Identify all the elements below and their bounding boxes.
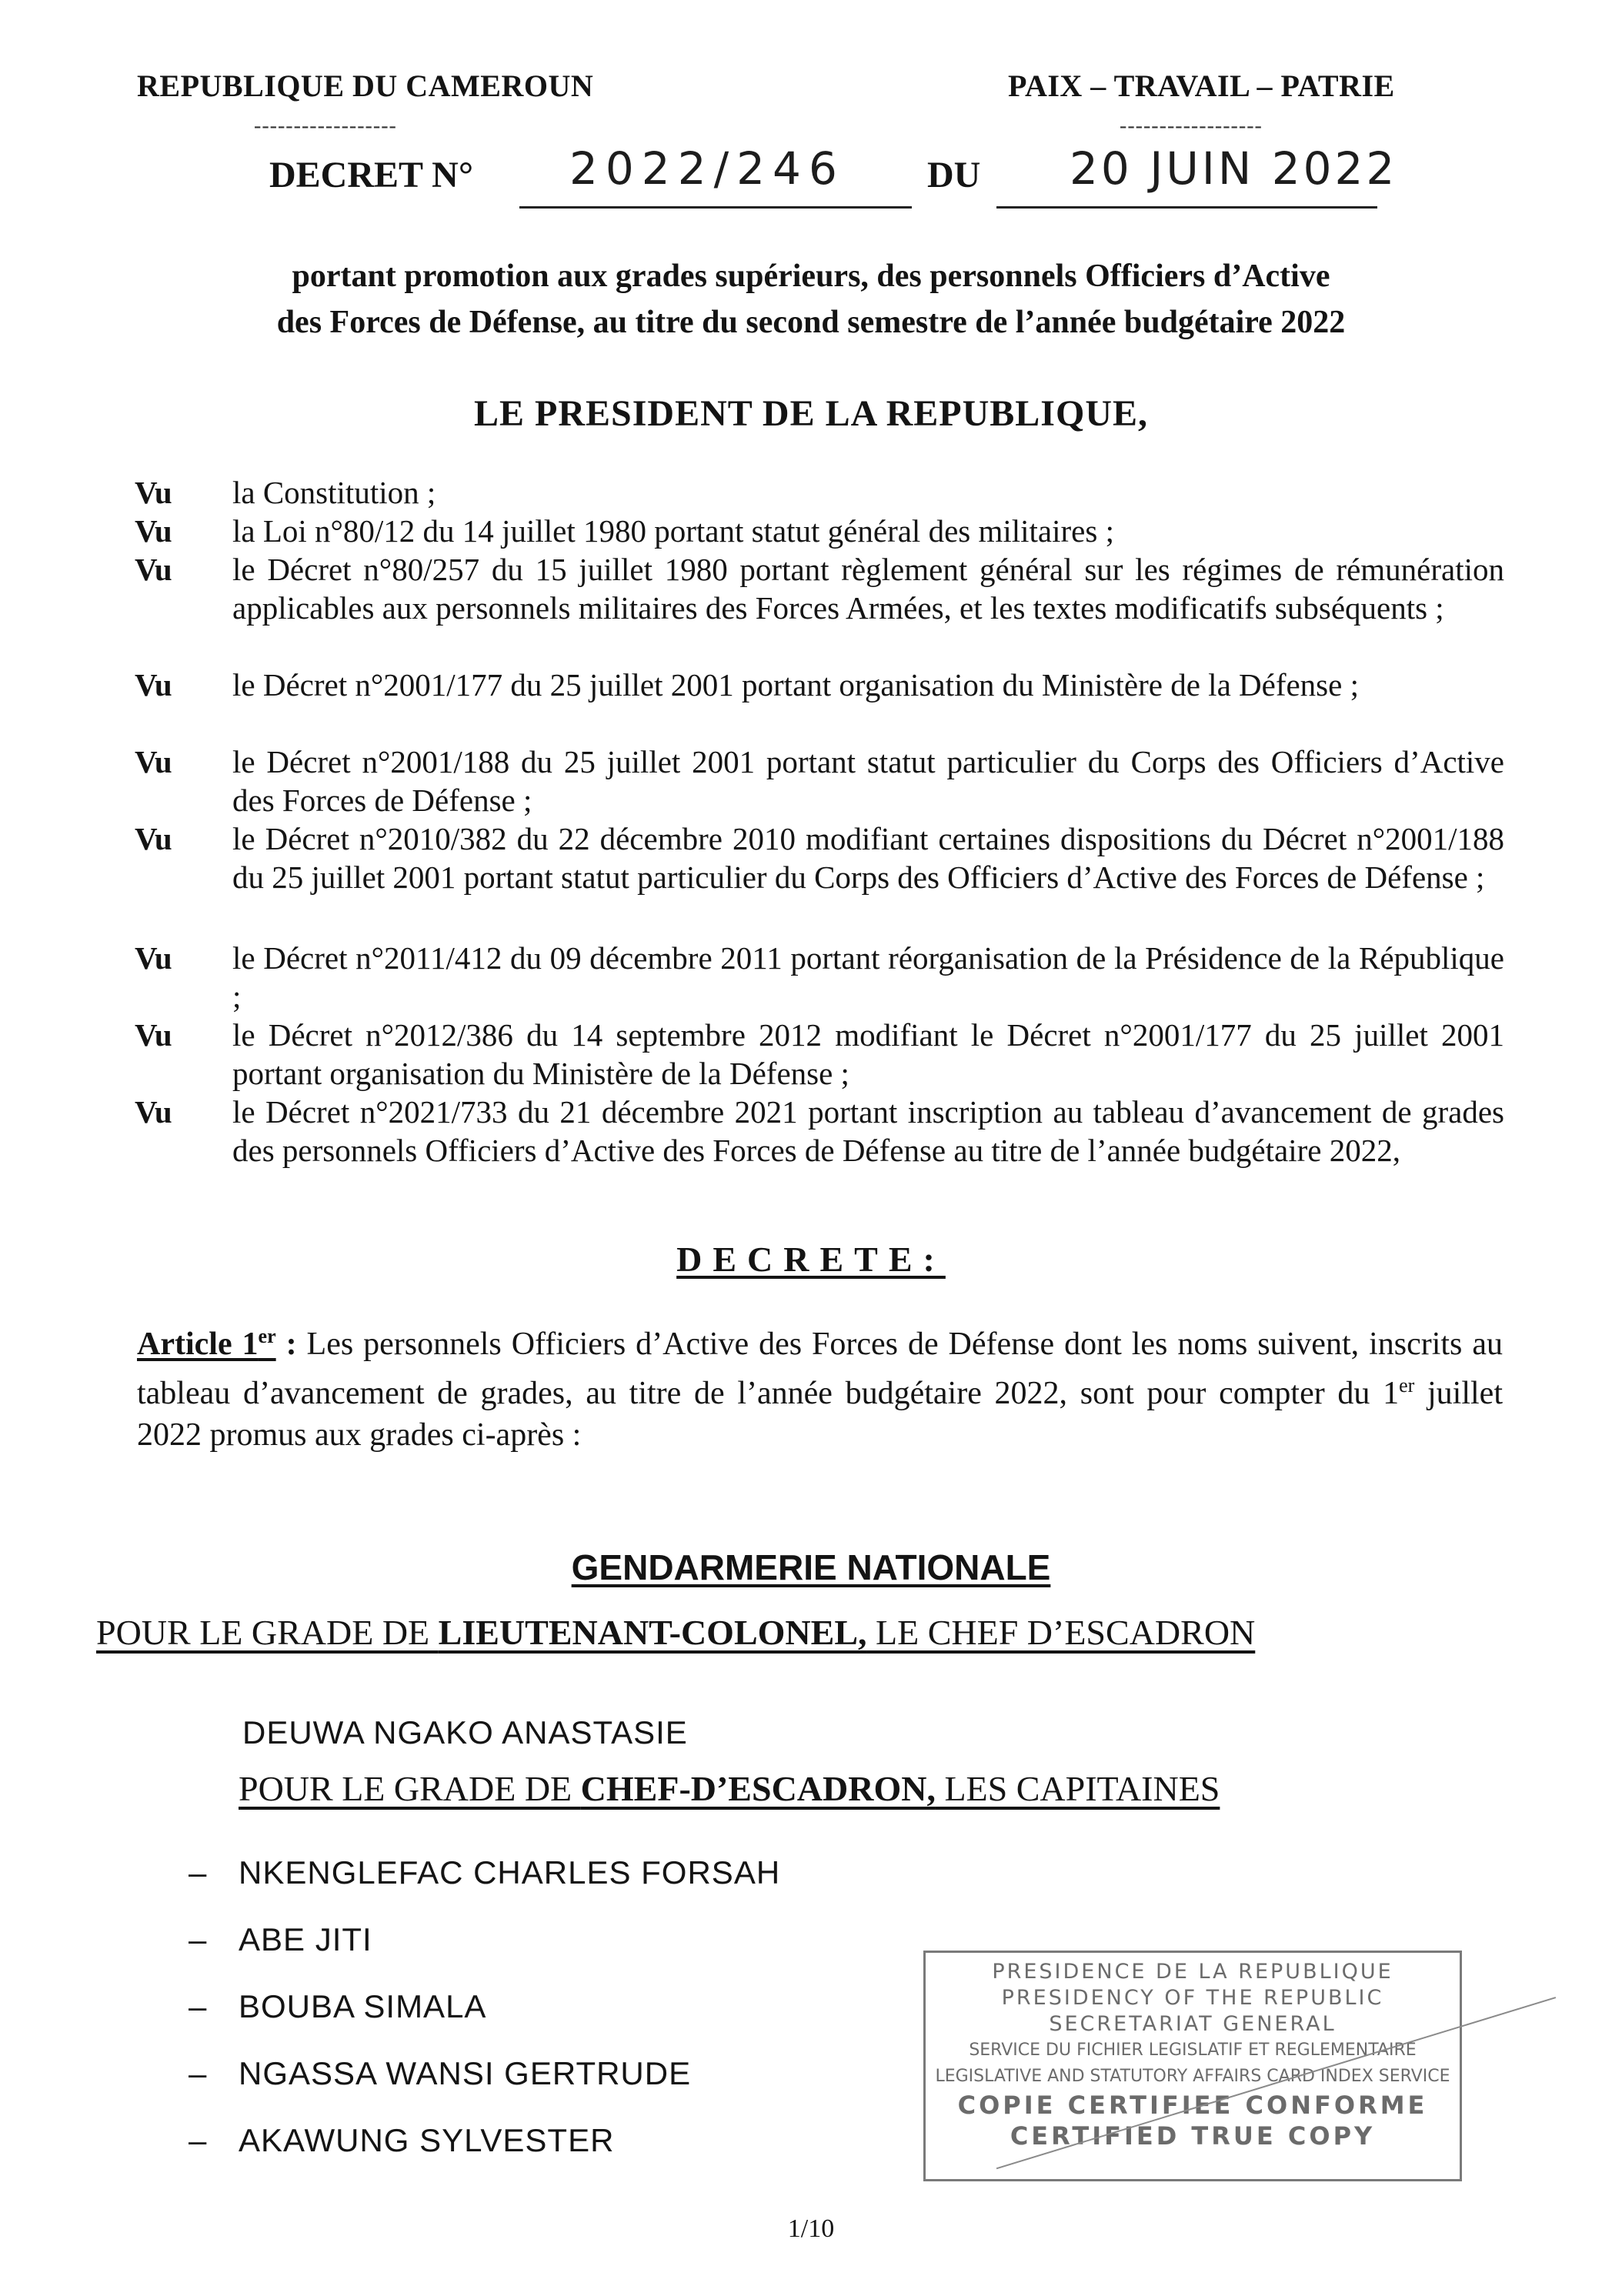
officer-name: NGASSA WANSI GERTRUDE [239,2055,692,2091]
section-title-text: GENDARMERIE NATIONALE [571,1547,1051,1587]
article-label-text: Article 1 [137,1327,259,1362]
grade-suffix: LES CAPITAINES [935,1769,1220,1808]
stamp-line-4: SERVICE DU FICHIER LEGISLATIF ET REGLEMENTAIRE [969,2041,1417,2060]
decree-number: 2022/246 [569,142,845,195]
president-heading: LE PRESIDENT DE LA REPUBLIQUE, [474,393,1148,434]
list-item [189,2122,614,2159]
vu-text: le Décret n°2001/177 du 25 juillet 2001 portant organisation du Ministère de la Défense ; [232,667,1359,702]
list-dash: – [189,2122,208,2158]
list-item [189,1921,372,1958]
vu-label: Vu [135,744,172,779]
decree-line [269,154,473,196]
grade-prefix: POUR LE GRADE DE [96,1613,439,1652]
list-dash: – [189,1854,208,1891]
header-country: REPUBLIQUE DU CAMEROUN [137,68,594,103]
list-dash: – [189,1988,208,2024]
article-label [137,1327,276,1362]
vu-label: Vu [135,1094,172,1130]
page-number: 1/10 [787,2214,835,2243]
officer-name: BOUBA SIMALA [239,1988,487,2024]
decree-date: 20 JUIN 2022 [1070,142,1398,195]
list-item [189,1854,780,1891]
stamp-line-7: CERTIFIED TRUE COPY [1010,2121,1376,2151]
stamp-line-6: COPIE CERTIFIEE CONFORME [957,2091,1428,2120]
article-label-colon: : [275,1327,297,1362]
vu-label: Vu [135,513,172,549]
decree-date-underline [996,206,1377,209]
vu-label: Vu [135,821,172,856]
decree-du-label: DU [927,155,981,195]
vu-text: la Constitution ; [232,475,436,510]
vu-label: Vu [135,475,172,510]
vu-text: le Décret n°2012/386 du 14 septembre 2012 modifiant le Décret n°2001/177 du 25 juillet 2001 portant organisation du Ministère de la Défense ; [232,1017,1504,1091]
officer-name: AKAWUNG SYLVESTER [239,2122,615,2158]
grade-rank: CHEF-D’ESCADRON, [580,1769,936,1808]
header-left-dashes: ------------------ [254,114,397,138]
grade-heading-lieutenant-colonel [96,1612,1255,1653]
vu-label: Vu [135,552,172,587]
vu-label: Vu [135,667,172,702]
grade-heading-chef-escadron [239,1768,1220,1809]
header-motto: PAIX – TRAVAIL – PATRIE [1008,68,1395,103]
vu-text: le Décret n°2001/188 du 25 juillet 2001 portant statut particulier du Corps des Officiers d’Active des Forces de Défense ; [232,744,1504,818]
vu-text: le Décret n°2010/382 du 22 décembre 2010 modifiant certaines dispositions du Décret n°2001/188 du 25 juillet 2001 portant statut particulier du Corps des Officiers d’Active des Forces de Défense ; [232,821,1504,895]
vu-label: Vu [135,940,172,976]
section-title [0,1547,1622,1588]
article-label-sup: er [258,1325,276,1347]
vu-text: la Loi n°80/12 du 14 juillet 1980 portant statut général des militaires ; [232,513,1114,549]
vu-text: le Décret n°80/257 du 15 juillet 1980 portant règlement général sur les régimes de rémunération applicables aux personnels militaires des Forces Armées, et les textes modificatifs subséquents ; [232,552,1504,626]
grade1-officer-name: DEUWA NGAKO ANASTASIE [242,1714,688,1750]
decree-number-underline [519,206,912,209]
decree-label: DECRET N° [269,155,474,195]
stamp-line-1: PRESIDENCE DE LA REPUBLIQUE [992,1960,1393,1984]
officer-name: NKENGLEFAC CHARLES FORSAH [239,1854,781,1891]
article-text-sup: er [1399,1374,1415,1397]
article-text-b: juillet 2022 promus aux grades ci-après : [137,1376,1503,1453]
vu-text: le Décret n°2021/733 du 21 décembre 2021 portant inscription au tableau d’avancement de grades des personnels Officiers d’Active des Forces de Défense au titre de l’année budgétaire 2022, [232,1094,1504,1168]
stamp-line-5: LEGISLATIVE AND STATUTORY AFFAIRS CARD INDEX SERVICE [935,2067,1450,2086]
decrete-text: DECRETE: [676,1240,946,1279]
decree-title-line-2: des Forces de Défense, au titre du second semestre de l’année budgétaire 2022 [276,305,1346,340]
certification-stamp [923,1951,1462,2181]
list-item [189,1988,486,2025]
stamp-line-3: SECRETARIAT GENERAL [1049,2012,1337,2036]
decrete-heading [0,1239,1622,1280]
grade-prefix: POUR LE GRADE DE [239,1769,581,1808]
header-right-dashes: ------------------ [1120,114,1263,138]
article-1 [137,1316,1503,1456]
vu-label: Vu [135,1017,172,1053]
grade-suffix: LE CHEF D’ESCADRON [866,1613,1256,1652]
stamp-line-2: PRESIDENCY OF THE REPUBLIC [1001,1986,1384,2010]
list-dash: – [189,2055,208,2091]
decree-title-line-1: portant promotion aux grades supérieurs, des personnels Officiers d’Active [292,259,1330,294]
officer-name: ABE JITI [239,1921,372,1957]
list-dash: – [189,1921,208,1957]
grade-rank: LIEUTENANT-COLONEL, [438,1613,867,1652]
article-text-a: Les personnels Officiers d’Active des Forces de Défense dont les noms suivent, inscrits au tableau d’avancement de grades, au titre de l’année budgétaire 2022, sont pour compter du 1 [137,1327,1503,1411]
list-item [189,2055,691,2092]
vu-text: le Décret n°2011/412 du 09 décembre 2011 portant réorganisation de la Présidence de la République ; [232,940,1504,1014]
